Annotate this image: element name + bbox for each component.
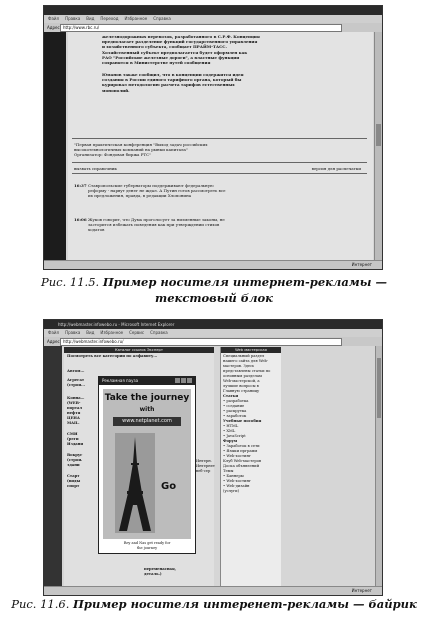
menu-item-label: JavaScript xyxy=(226,434,246,438)
ad-line: "Первая практическая конференция "Выход задач российских xyxy=(74,142,208,147)
caption-bold: Пример носителя интеренет-рекламы — байрик xyxy=(73,597,417,611)
menu-item[interactable]: Файл xyxy=(48,330,60,335)
text-line: и хозяйственного субъекта, сообщает ПРАЙМ-ТАСС. xyxy=(102,44,227,50)
news-time: 16:06 xyxy=(74,217,87,222)
article-paragraph-1 xyxy=(102,34,338,65)
catalog-item[interactable]: MAIL. xyxy=(67,421,80,425)
news-item[interactable] xyxy=(74,183,365,201)
menu-item[interactable]: Файл xyxy=(48,16,60,21)
popup-title: Рекламная пауза xyxy=(99,377,195,385)
text-line: Интернет xyxy=(196,464,215,468)
popup-banner[interactable] xyxy=(103,389,191,539)
menu-item-label: Заработок в сети xyxy=(226,444,260,448)
menu-item[interactable]: Избранное xyxy=(100,330,124,335)
menu-item-label: разработка xyxy=(226,399,249,403)
menu-item[interactable]: Вид xyxy=(86,16,95,21)
link[interactable]: Темы xyxy=(223,469,234,473)
news-text: реформу - нарвут денег не ждал. А Путин готов рассмотреть все xyxy=(88,188,226,194)
scroll-thumb[interactable] xyxy=(376,124,381,146)
catalog-header: Каталог ссылок Эксперт xyxy=(64,347,214,353)
figure-caption-2 xyxy=(0,597,428,612)
text-line: нашего сайта для Web- xyxy=(223,359,269,363)
address-input[interactable]: http://webmaster.infowebo.ru/ xyxy=(60,338,342,346)
caption-prefix: Рис. 11.5. xyxy=(41,275,103,289)
catalog-item[interactable]: (реги xyxy=(67,437,79,441)
title-bar xyxy=(44,6,382,15)
address-label: Адрес xyxy=(47,339,60,344)
news-text: Жуков говорит, что Дума проголосует за низменные законы, не xyxy=(88,217,225,222)
link[interactable]: Клуб Web-мастеров xyxy=(223,459,262,463)
catalog-item[interactable]: Конна... xyxy=(67,396,85,400)
webmaster-panel xyxy=(220,347,281,587)
webmaster-header: Web мастерская xyxy=(221,347,281,353)
title-bar: http://webmaster.infowebo.ru - Microsoft Internet Explorer xyxy=(44,320,382,329)
menu-item[interactable]: • Заработок в сети xyxy=(223,444,260,448)
address-bar xyxy=(44,337,382,346)
caption-prefix: Рис. 11.6. xyxy=(11,597,74,611)
menu-item[interactable]: • заработок xyxy=(223,414,247,418)
figure-caption-1-line-2 xyxy=(0,291,428,306)
text-line: Rey and Nas get ready for xyxy=(123,541,171,545)
text-line: монополий. xyxy=(102,87,130,93)
text-line: представлены статьи по xyxy=(223,369,271,373)
popup-window-controls xyxy=(175,378,192,383)
text-line: переменасная, xyxy=(144,567,176,571)
menu-item[interactable]: • JavaScript xyxy=(223,434,246,438)
zone-label: Интернет xyxy=(351,262,372,267)
catalog-fragment xyxy=(196,459,216,474)
catalog-item[interactable]: нефтя xyxy=(67,411,81,415)
text-line: Web-мастерской, а xyxy=(223,379,260,383)
menu-item[interactable]: • Баннеры xyxy=(223,474,244,478)
menu-item[interactable]: Справка xyxy=(153,16,171,21)
catalog-item[interactable]: (WEB- xyxy=(67,401,81,405)
news-text: Ставропольские губернаторы поддерживают федеральную xyxy=(88,183,214,188)
text-line: (услуги) xyxy=(223,489,240,493)
ad-line: высокотехнологичных компаний на рынки капитала" xyxy=(74,147,188,153)
figure-caption-1 xyxy=(0,275,428,290)
text-line: деталь.) xyxy=(144,572,162,576)
menu-item-label: заработок xyxy=(226,414,247,418)
menu-item-label: Web-хостинг xyxy=(226,454,251,458)
scroll-thumb[interactable] xyxy=(377,358,381,418)
text-line: создания в России единого тарифного органа, который бы xyxy=(102,77,242,83)
text-line: Интерн. xyxy=(196,459,212,463)
page-content xyxy=(68,32,373,261)
menu-item-label: раскрутка xyxy=(226,409,247,413)
menu-item[interactable]: Правка xyxy=(65,330,81,335)
menu-item-label: HTML xyxy=(226,424,239,428)
catalog-item[interactable]: СМИ xyxy=(67,432,78,436)
banner-with: with xyxy=(139,406,155,413)
text-line: сохранятся в Министерстве путей сообщения xyxy=(102,60,211,66)
catalog-list xyxy=(67,369,91,489)
article-paragraph-2 xyxy=(102,72,338,93)
menu-item[interactable]: • Web-хостинг xyxy=(223,479,251,483)
ad-line: Организатор: Фондовая биржа РТС" xyxy=(74,152,151,158)
menu-item[interactable]: Избранное xyxy=(124,16,148,21)
menu-item-label: Web-хостинг xyxy=(226,479,251,483)
close-icon[interactable] xyxy=(187,378,192,383)
text-line: железнодорожных перевозок, разработанного в С.Р.Ф. Концепция xyxy=(102,34,260,39)
menu-item-label: Языки прграмм xyxy=(226,449,258,453)
catalog-item[interactable]: ЦЕНА xyxy=(67,416,80,420)
text-line: Главную страницу xyxy=(223,389,260,393)
news-time: 16:37 xyxy=(74,183,87,188)
text-line: предполагает разделение функций государственного управления xyxy=(102,39,258,45)
menu-item[interactable]: Переход xyxy=(100,16,119,21)
text-line: Хозяйственный субъект предполагается будет оформлен как xyxy=(102,49,248,55)
text-line: the journey xyxy=(136,545,158,550)
text-line: веб-сер xyxy=(196,469,211,473)
menu-bar xyxy=(44,329,382,337)
eiffel-tower-icon xyxy=(115,433,155,533)
vertical-scrollbar[interactable] xyxy=(375,346,382,587)
screenshot-text-block xyxy=(43,5,383,270)
text-line: мастеров. Здесь xyxy=(223,364,255,368)
menu-item[interactable]: Вид xyxy=(86,330,95,335)
screenshot-popup-banner xyxy=(43,319,383,596)
news-text: засторится избежать поведения как при утверждении стихов xyxy=(88,222,220,228)
caption-bold: текстовый блок xyxy=(155,291,273,305)
status-bar xyxy=(44,260,382,269)
divider xyxy=(72,138,367,139)
catalog-item[interactable]: (строи... xyxy=(67,383,85,387)
news-item[interactable] xyxy=(74,217,365,235)
news-text: ходатов xyxy=(88,227,105,233)
menu-item[interactable]: • создание xyxy=(223,404,245,408)
text-ad-block[interactable] xyxy=(74,142,344,158)
menu-item[interactable]: • Web-дизайн xyxy=(223,484,250,488)
text-line: Специальный раздел xyxy=(223,354,265,358)
banner-url: www.netplanet.com xyxy=(113,417,181,426)
divider xyxy=(72,173,367,174)
address-bar xyxy=(44,23,382,32)
text-line: Юманов также сообщил, что в концепции содержится идея xyxy=(102,72,244,77)
catalog-intro-link[interactable]: Посмотреть все категории по алфавиту... xyxy=(67,354,158,358)
catalog-item[interactable]: (строи. xyxy=(67,458,83,462)
menu-item-label: создание xyxy=(226,404,245,408)
catalog-item[interactable]: Вокруг xyxy=(67,453,83,457)
catalog-item[interactable]: здани xyxy=(67,463,80,467)
menu-item[interactable]: • XML xyxy=(223,429,236,433)
print-version-link[interactable]: версия для распечатки xyxy=(311,166,361,171)
catalog-item[interactable]: Старт xyxy=(67,474,80,478)
menu-bar xyxy=(44,15,382,23)
text-line: курировал методологию расчета тарифов естественных xyxy=(102,82,235,88)
catalog-item[interactable]: Автом... xyxy=(67,369,85,373)
menu-item-label: XML xyxy=(226,429,236,433)
toolbar-left-link[interactable]: вызвать справочник xyxy=(74,166,117,171)
catalog-item[interactable]: портал xyxy=(67,406,83,410)
address-label: Адрес xyxy=(47,25,60,30)
menu-item[interactable]: Справка xyxy=(150,330,168,335)
menu-item[interactable]: Сервис xyxy=(129,330,145,335)
zone-label: Интернет xyxy=(351,588,372,593)
section-title: Учебные пособия xyxy=(223,419,262,423)
vertical-scrollbar[interactable] xyxy=(374,32,382,261)
catalog-item[interactable]: спорт xyxy=(67,484,80,488)
minimize-icon[interactable] xyxy=(175,378,180,383)
menu-item[interactable]: • HTML xyxy=(223,424,239,428)
left-sidebar xyxy=(44,346,62,587)
text-line: лучшие вопросы в xyxy=(223,384,259,388)
section-title: Форум xyxy=(223,439,238,443)
menu-item[interactable]: • Языки прграмм xyxy=(223,449,258,453)
catalog-item[interactable]: Агрегат xyxy=(67,378,85,382)
menu-item-label: Баннеры xyxy=(226,474,244,478)
catalog-item[interactable]: Издани xyxy=(67,442,84,446)
status-bar xyxy=(44,586,382,595)
caption-bold: Пример носителя интернет-рекламы — xyxy=(102,275,387,289)
catalog-item[interactable]: (виды xyxy=(67,479,81,483)
section-title: Статьи xyxy=(223,394,239,398)
menu-item[interactable]: • разработка xyxy=(223,399,249,403)
divider xyxy=(72,162,367,163)
popup-window[interactable] xyxy=(98,376,196,554)
text-line: РАО "Российские железные дороги", а властные функции xyxy=(102,54,240,60)
text-line: основным разделам xyxy=(223,374,262,378)
menu-item[interactable]: • Web-хостинг xyxy=(223,454,251,458)
menu-item[interactable]: Правка xyxy=(65,16,81,21)
popup-footer xyxy=(103,541,191,550)
left-sidebar xyxy=(44,32,66,261)
banner-headline: Take the journey xyxy=(104,393,190,403)
menu-item[interactable]: • раскрутка xyxy=(223,409,247,413)
address-input[interactable]: http://www.rbc.ru/ xyxy=(60,24,342,32)
menu-item-label: Web-дизайн xyxy=(226,484,250,488)
go-button[interactable]: Go xyxy=(161,481,177,492)
catalog-bottom xyxy=(144,567,176,577)
link[interactable]: Доска объявлений xyxy=(223,464,260,468)
news-text: их предложения, правда, в редакции Хлопонина xyxy=(88,193,192,199)
webmaster-intro xyxy=(221,353,281,495)
maximize-icon[interactable] xyxy=(181,378,186,383)
